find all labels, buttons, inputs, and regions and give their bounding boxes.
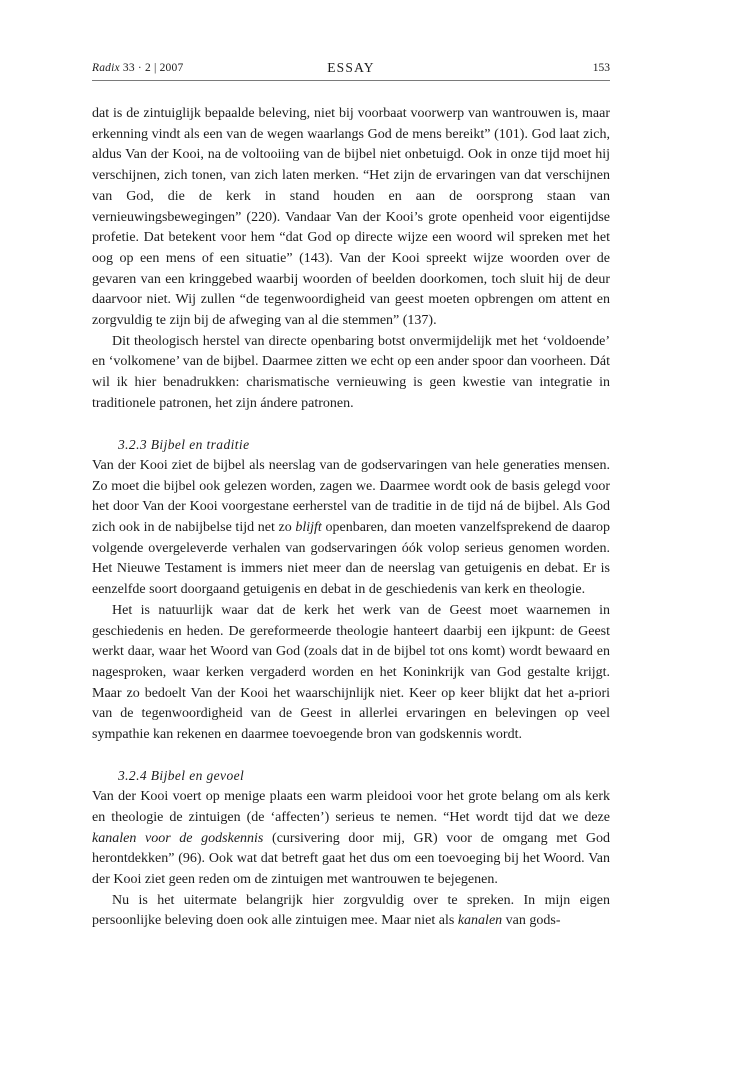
- paragraph-5-text-b: (cursivering door mij, GR) voor de omgang met God herontdekken” (96). Ook wat dat betreft gaat het dus om een toevoeging bij het Woord. Van der Kooi ziet geen reden om de zintuigen met wantrouwen te bejegenen.: [92, 830, 610, 887]
- paragraph-4: Het is natuurlijk waar dat de kerk het werk van de Geest moet waarnemen in geschiedenis en heden. De gereformeerde theologie hanteert daarbij een ijkpunt: de Geest werkt daar, waar het Woord van God (zoals dat in de bijbel tot ons komt) wordt bewaard en nagesproken, waar kerken vergaderd worden en het Koninkrijk van God gestalte krijgt. Maar zo bedoelt Van der Kooi het waarschijnlijk niet. Keer op keer blijkt dat het a-priori van de tegenwoordigheid van de Geest in allerlei ervaringen en belevingen op veel sympathie kan rekenen en daarmee toevoegende bron van godskennis wordt.: [92, 602, 610, 743]
- paragraph-6: [92, 891, 610, 932]
- journal-volume: 33 · 2 | 2007: [122, 62, 184, 74]
- spacer: [92, 746, 610, 767]
- section-title: ESSAY: [327, 60, 375, 75]
- page-body: [92, 104, 610, 932]
- paragraph-3: [92, 456, 610, 601]
- paragraph-5-emphasis: kanalen voor de godskennis: [92, 830, 264, 846]
- spacer: [92, 415, 610, 436]
- section-heading-3-2-3: 3.2.3 Bijbel en traditie: [118, 437, 250, 453]
- paragraph-2: Dit theologisch herstel van directe openbaring botst onvermijdelijk met het ‘voldoende’ en ‘volkomene’ van de bijbel. Daarmee zitten we echt op een ander spoor dan voorheen. Dát wil ik hier benadrukken: charismatische vernieuwing is geen kwestie van integratie in traditionele patronen, het zijn ándere patronen.: [92, 333, 610, 411]
- header-rule: [92, 80, 610, 81]
- paragraph-3-text-a: Van der Kooi ziet de bijbel als neerslag van de godservaringen van hele generaties mensen. Zo moet die bijbel ook gelezen worden, zagen we. Daarmee wordt ook de basis gelegd voor het door Van der Kooi voorgestane eerherstel van de traditie in de tijd ná de bijbel. Als God zich ook in de nabijbelse tijd net zo: [92, 457, 610, 536]
- journal-name: Radix: [92, 62, 120, 74]
- paragraph-6-text-b: van gods-: [502, 913, 561, 929]
- paragraph-5: [92, 787, 610, 891]
- paragraph-6-text-a: Nu is het uitermate belangrijk hier zorgvuldig over te spreken. In mijn eigen persoonlijke beleving doen ook alle zintuigen mee. Maar niet als: [92, 892, 610, 929]
- paragraph-5-text-a: Van der Kooi voert op menige plaats een warm pleidooi voor het grote belang om als kerk en theologie de zintuigen (de ‘affecten’) serieus te nemen. “Het wordt tijd dat we deze: [92, 789, 610, 825]
- page-number: 153: [592, 62, 610, 74]
- paragraph-6-emphasis: kanalen: [457, 913, 503, 929]
- paragraph-1: dat is de zintuiglijk bepaalde beleving, niet bij voorbaat voorwerp van wantrouwen is, maar erkenning vindt als een van de wegen waarlangs God de mens bereikt” (101). God laat zich, aldus Van der Kooi, na de voltooiing van de bijbel niet onbetuigd. Ook in onze tijd moet hij verschijnen, zich tonen, van zich laten merken. “Het zijn de ervaringen van dat verschijnen van God, die de kerk in stand houden en aan de oorsprong staan van vernieuwingsbewegingen” (220). Vandaar Van der Kooi’s grote openheid voor eigentijdse profetie. Dat betekent voor hem “dat God op directe wijze een woord wil spreken met het oog op een mens of een situatie” (143). Van der Kooi spreekt wijze woorden over de gevaren van een kringgebed waarbij woorden of beelden doorkomen, toch sluit hij de deur daarvoor niet. Wij zullen “de tegenwoordigheid van geest moeten opbrengen om attent en zorgvuldig te zijn bij de afweging van al die stemmen” (137).: [92, 106, 610, 329]
- paragraph-3-text-b: openbaren, dan moeten vanzelfsprekend de daarop volgende overgeleverde verhalen van godservaringen óók volop serieus genomen worden. Het Nieuwe Testament is immers niet meer dan de neerslag van getuigenis en debat. Er is eenzelfde soort doorgaand getuigenis en debat in de geschiedenis van kerk en theologie.: [92, 520, 610, 598]
- paragraph-3-emphasis: blijft: [295, 520, 322, 536]
- section-heading-3-2-4: 3.2.4 Bijbel en gevoel: [118, 768, 245, 784]
- running-header: [92, 60, 610, 80]
